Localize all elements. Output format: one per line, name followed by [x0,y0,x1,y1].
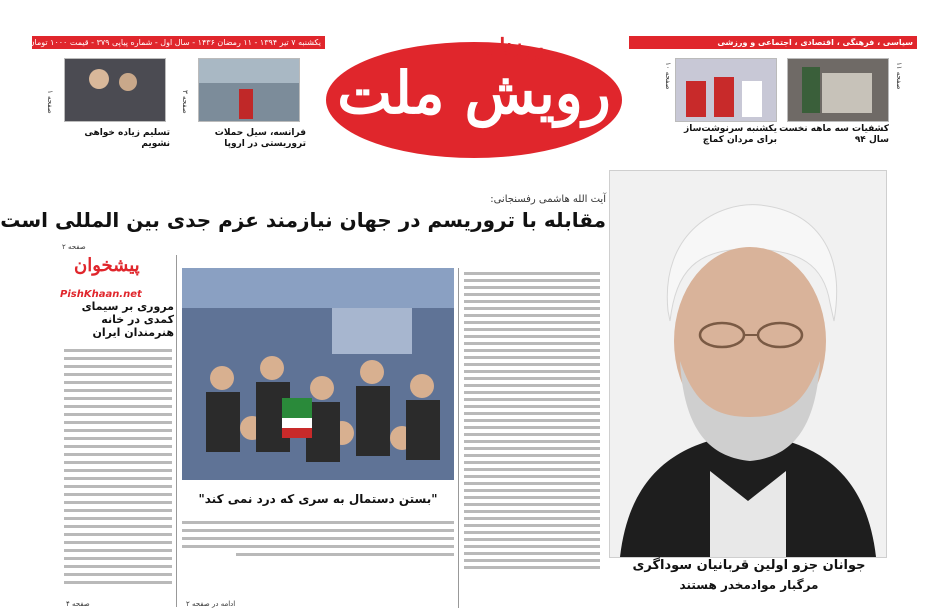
left-story-text [64,344,172,589]
teaser-right1-caption[interactable]: کشفیات سه ماهه نخست سال ۹۴ [779,124,889,145]
headline-title[interactable]: مقابله با تروریسم در جهان نیازمند عزم جدی بین المللی است [0,208,606,232]
headline-page: صفحه ۲ [62,243,86,251]
left-story-page: صفحه ۴ [66,600,90,608]
left-story-title[interactable]: مروری بر سیمای کمدی در خانه هنرمندان ایران [81,300,174,339]
center-story-text [182,516,454,561]
masthead-logo[interactable] [324,8,624,168]
tagline-bar: سیاسی ، فرهنگی ، اقتصادی ، اجتماعی و ورزشی [629,36,917,49]
main-photo-caption-1: جوانان جزو اولین قربانیان سوداگری [632,558,866,573]
teaser-left2-page: صفحه ۱ [46,90,54,114]
portrait-illustration-icon [610,171,886,557]
headline-kicker: آیت الله هاشمی رفسنجانی: [490,194,606,205]
column-divider-center [458,268,459,608]
main-photo[interactable] [609,170,887,558]
pishkhaan-logo-url: PishKhaan.net [60,289,142,300]
center-story-title[interactable]: "بستن دستمال به سری که درد نمی کند" [198,492,438,506]
teaser-right2-photo[interactable] [675,58,777,122]
pishkhaan-logo[interactable] [50,255,170,301]
teaser-left1-photo[interactable] [198,58,300,122]
teaser-left2-photo[interactable] [64,58,166,122]
dateline-bar: یکشنبه ۷ تیر ۱۳۹۴ - ۱۱ رمضان ۱۴۳۶ - سال اول - شماره پیاپی ۳۷۹ - قیمت ۱۰۰۰ تومان [32,36,325,49]
column-divider-left [176,255,177,607]
teaser-right2-page: صفحه ۱۰ [664,62,672,90]
pishkhaan-logo-text: پیشخوان [74,255,140,276]
logo-subtitle: روزنامه [475,34,544,60]
teaser-right1-page: صفحه ۱۱ [895,62,903,90]
article-column-right [464,268,600,608]
center-photo[interactable] [182,268,454,480]
teaser-right1-photo[interactable] [787,58,889,122]
main-photo-caption-2: مرگبار موادمخدر هستند [679,578,819,592]
teaser-left1-caption[interactable]: فرانسه، سیل حملات تروریستی در اروپا [214,128,306,149]
teaser-left1-page: صفحه ۳ [181,90,189,114]
teaser-right2-caption[interactable]: یکشنبه سرنوشت‌ساز برای مردان کماچ [684,124,777,145]
crowd-illustration-icon [182,268,454,480]
center-story-continue: ادامه در صفحه ۲ [186,600,236,608]
logo-title: رویش ملت [337,59,611,127]
teaser-left2-caption[interactable]: تسلیم زیاده خواهی نشویم [84,128,170,149]
